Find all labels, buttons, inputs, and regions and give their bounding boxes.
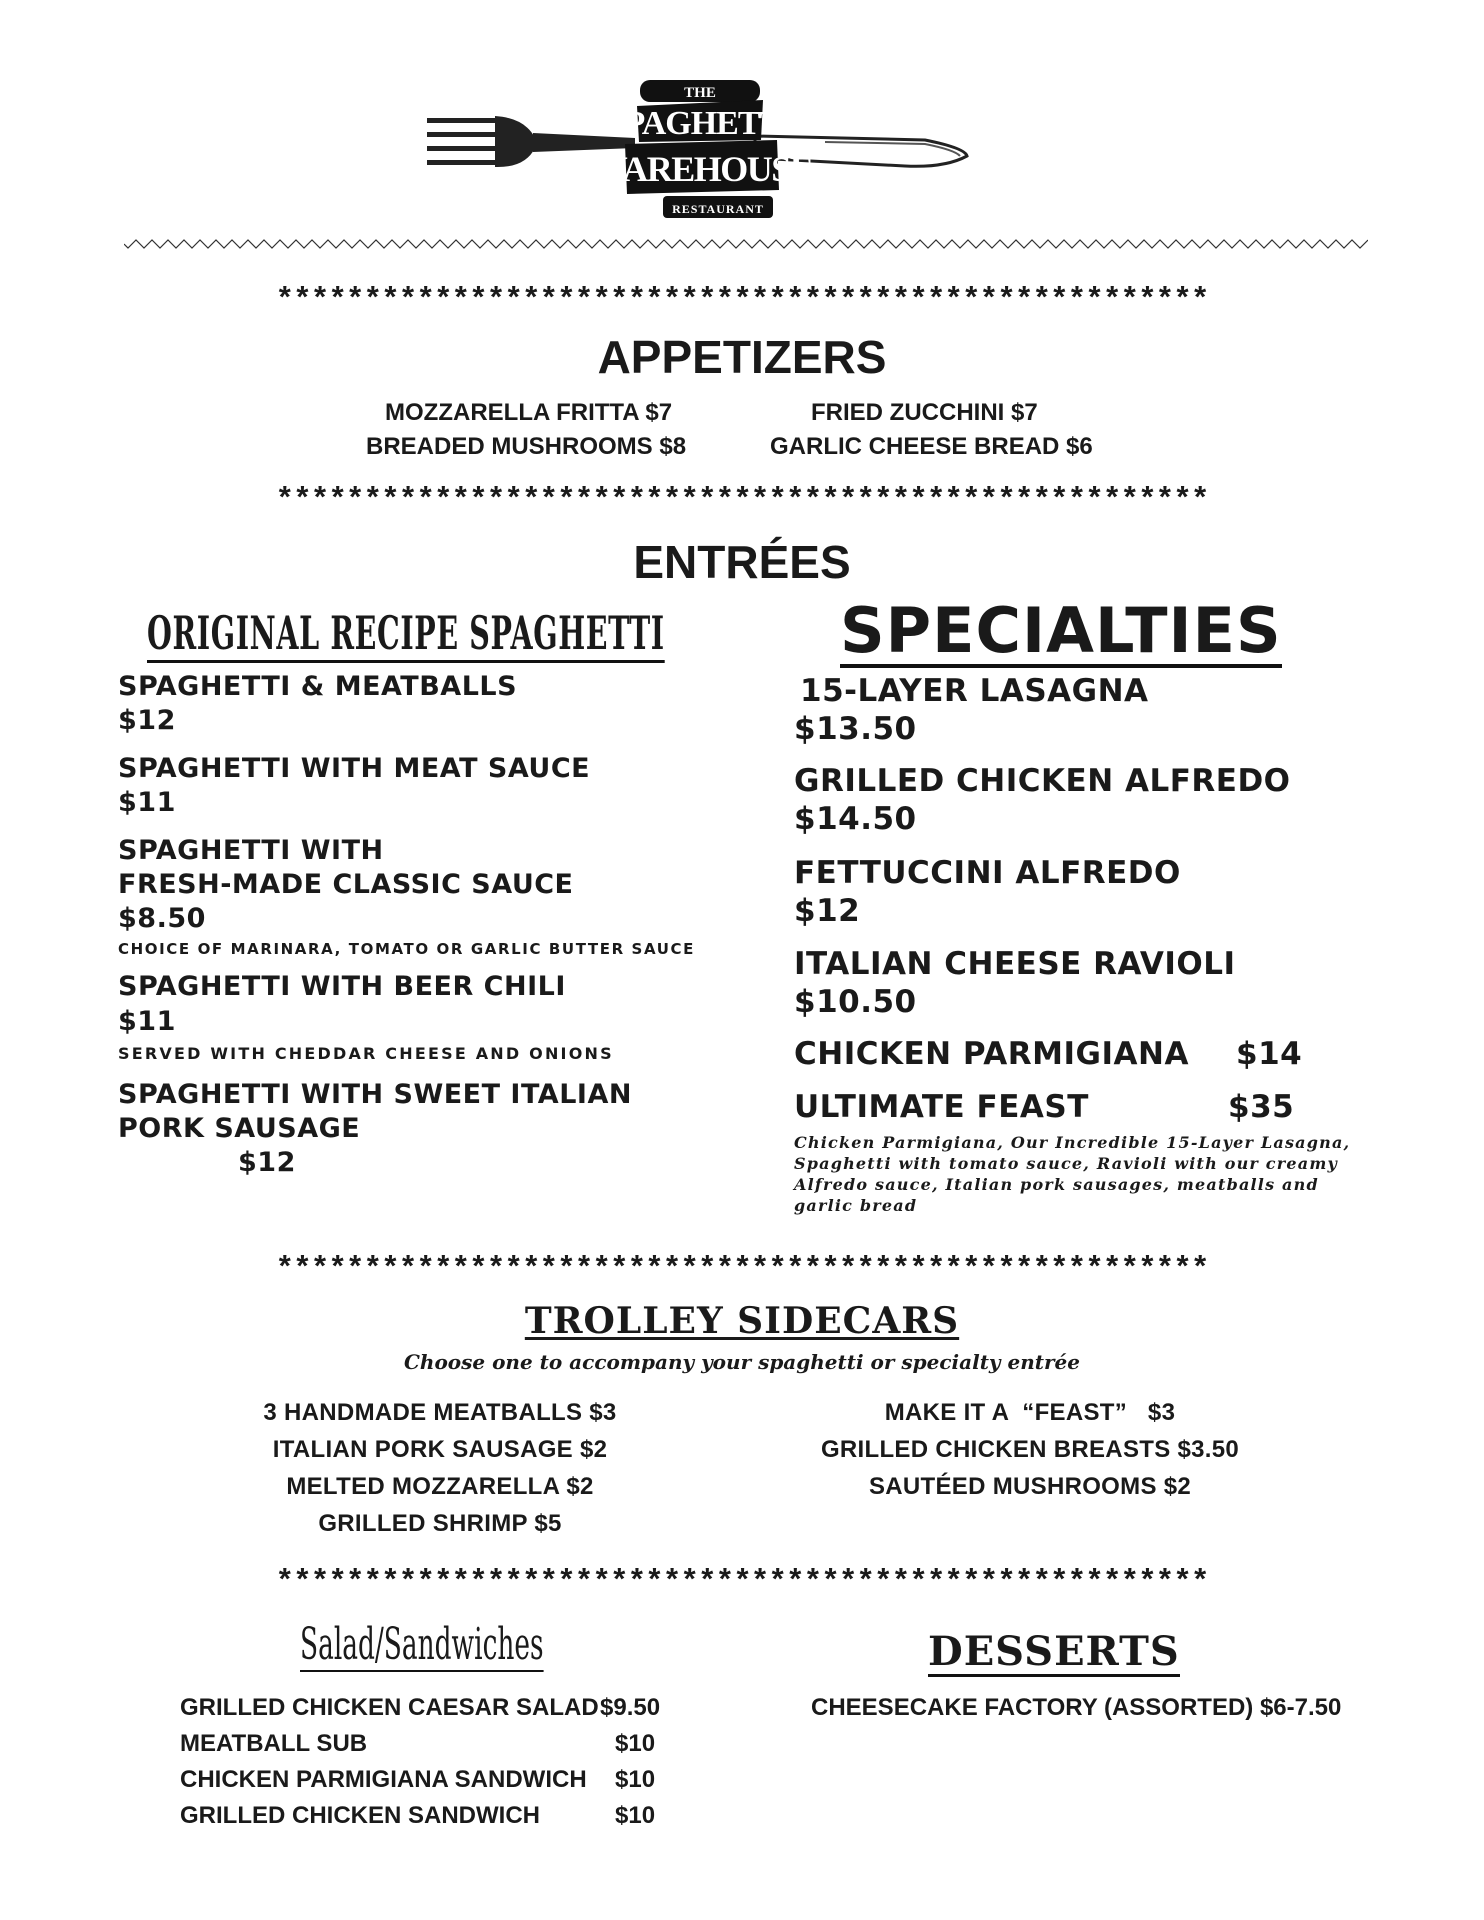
salad-item-price: $10 [615,1766,656,1793]
menu-item-name: SPAGHETTI & MEATBALLS [118,671,518,702]
menu-item-name: PORK SAUSAGE [118,1113,361,1144]
logo-badge [592,80,813,218]
trolley-subtitle: Choose one to accompany your spaghetti or specialty entrée [403,1350,1081,1374]
salad-item-name: GRILLED CHICKEN SANDWICH [180,1802,540,1829]
menu-item-name: SPAGHETTI WITH MEAT SAUCE [118,753,591,784]
menu-item-name: SPAGHETTI WITH [118,835,384,866]
sidecar-item: SAUTÉED MUSHROOMS $2 [868,1473,1192,1500]
sidecar-item: MAKE IT A “FEAST” $3 [884,1399,1176,1426]
menu-item-price: $35 [1228,1089,1295,1125]
desserts-title: DESSERTS [928,1628,1180,1675]
menu-item-note: SERVED WITH CHEDDAR CHEESE AND ONIONS [118,1044,614,1063]
menu-item-name: FETTUCCINI ALFREDO [794,855,1181,891]
menu-item-name: SPAGHETTI WITH SWEET ITALIAN [118,1079,632,1110]
sidecar-item: ITALIAN PORK SAUSAGE $2 [272,1436,608,1463]
salad-item-name: MEATBALL SUB [180,1730,368,1757]
appetizer-item: MOZZARELLA FRITTA $7 [385,399,673,426]
menu-item-price: $12 [118,705,176,736]
menu-item-price: $14 [1236,1036,1303,1072]
salad-row [180,1726,680,1762]
star-divider: ***************************************************** [275,1252,1209,1287]
star-divider: ***************************************************** [275,283,1209,318]
specialties-title: SPECIALTIES [840,594,1282,667]
salad-item-price: $10 [615,1730,656,1757]
appetizer-item: GARLIC CHEESE BREAD $6 [770,433,1093,460]
logo-the: THE [684,85,716,101]
menu-item-note: CHOICE OF MARINARA, TOMATO OR GARLIC BUTTER SAUCE [118,940,695,958]
menu-item-name: CHICKEN PARMIGIANA [794,1036,1189,1072]
logo-line1: SPAGHETTI [606,105,794,142]
menu-item-price: $12 [238,1147,296,1178]
salad-item-name: GRILLED CHICKEN CAESAR SALAD [180,1694,599,1721]
salad-sandwiches-title: Salad/Sandwiches [300,1619,544,1670]
salad-row [180,1798,680,1834]
dessert-item: CHEESECAKE FACTORY (ASSORTED) $6-7.50 [811,1694,1342,1721]
appetizers-title: APPETIZERS [597,331,887,383]
star-divider: ***************************************************** [275,483,1209,518]
salad-row [180,1690,680,1726]
restaurant-logo [425,78,970,228]
menu-item-price: $12 [794,893,861,929]
trolley-sidecars-title: TROLLEY SIDECARS [524,1300,960,1342]
logo-restaurant: RESTAURANT [672,202,764,216]
zigzag-divider [124,238,1368,250]
menu-item-name: FRESH-MADE CLASSIC SAUCE [118,869,574,900]
sidecar-item: GRILLED CHICKEN BREASTS $3.50 [820,1436,1240,1463]
appetizer-item: BREADED MUSHROOMS $8 [366,433,687,460]
feast-description: Chicken Parmigiana, Our Incredible 15-Layer Lasagna, Spaghetti with tomato sauce, Ravioli with our creamy Alfredo sauce, Italian pork sausages, meatballs and garlic bread [794,1133,1351,1215]
entrees-title: ENTRÉES [633,536,851,588]
menu-item-price: $13.50 [794,711,917,747]
salad-list [180,1690,680,1834]
sidecar-item: 3 HANDMADE MEATBALLS $3 [263,1399,617,1426]
menu-item-price: $11 [118,787,176,818]
menu-item-name: SPAGHETTI WITH BEER CHILI [118,971,566,1002]
menu-item-name: ITALIAN CHEESE RAVIOLI [794,946,1236,982]
salad-item-price: $9.50 [600,1694,661,1721]
menu-item-price: $11 [118,1006,176,1037]
salad-item-name: CHICKEN PARMIGIANA SANDWICH [180,1766,587,1793]
star-divider: ***************************************************** [275,1565,1209,1600]
menu-item-name: ULTIMATE FEAST [794,1089,1089,1125]
salad-row [180,1762,680,1798]
menu-item-name: GRILLED CHICKEN ALFREDO [794,763,1291,799]
menu-item-price: $14.50 [794,801,917,837]
appetizer-item: FRIED ZUCCHINI $7 [811,399,1038,426]
menu-item-price: $10.50 [794,984,917,1020]
original-recipe-title: ORIGINAL RECIPE SPAGHETTI [147,606,665,663]
menu-item-price: $8.50 [118,903,206,934]
sidecar-item: MELTED MOZZARELLA $2 [286,1473,594,1500]
sidecar-item: GRILLED SHRIMP $5 [318,1510,562,1537]
menu-item-name: 15-LAYER LASAGNA [800,673,1149,709]
logo-line2: WAREHOUSE [591,149,813,189]
salad-item-price: $10 [615,1802,656,1829]
